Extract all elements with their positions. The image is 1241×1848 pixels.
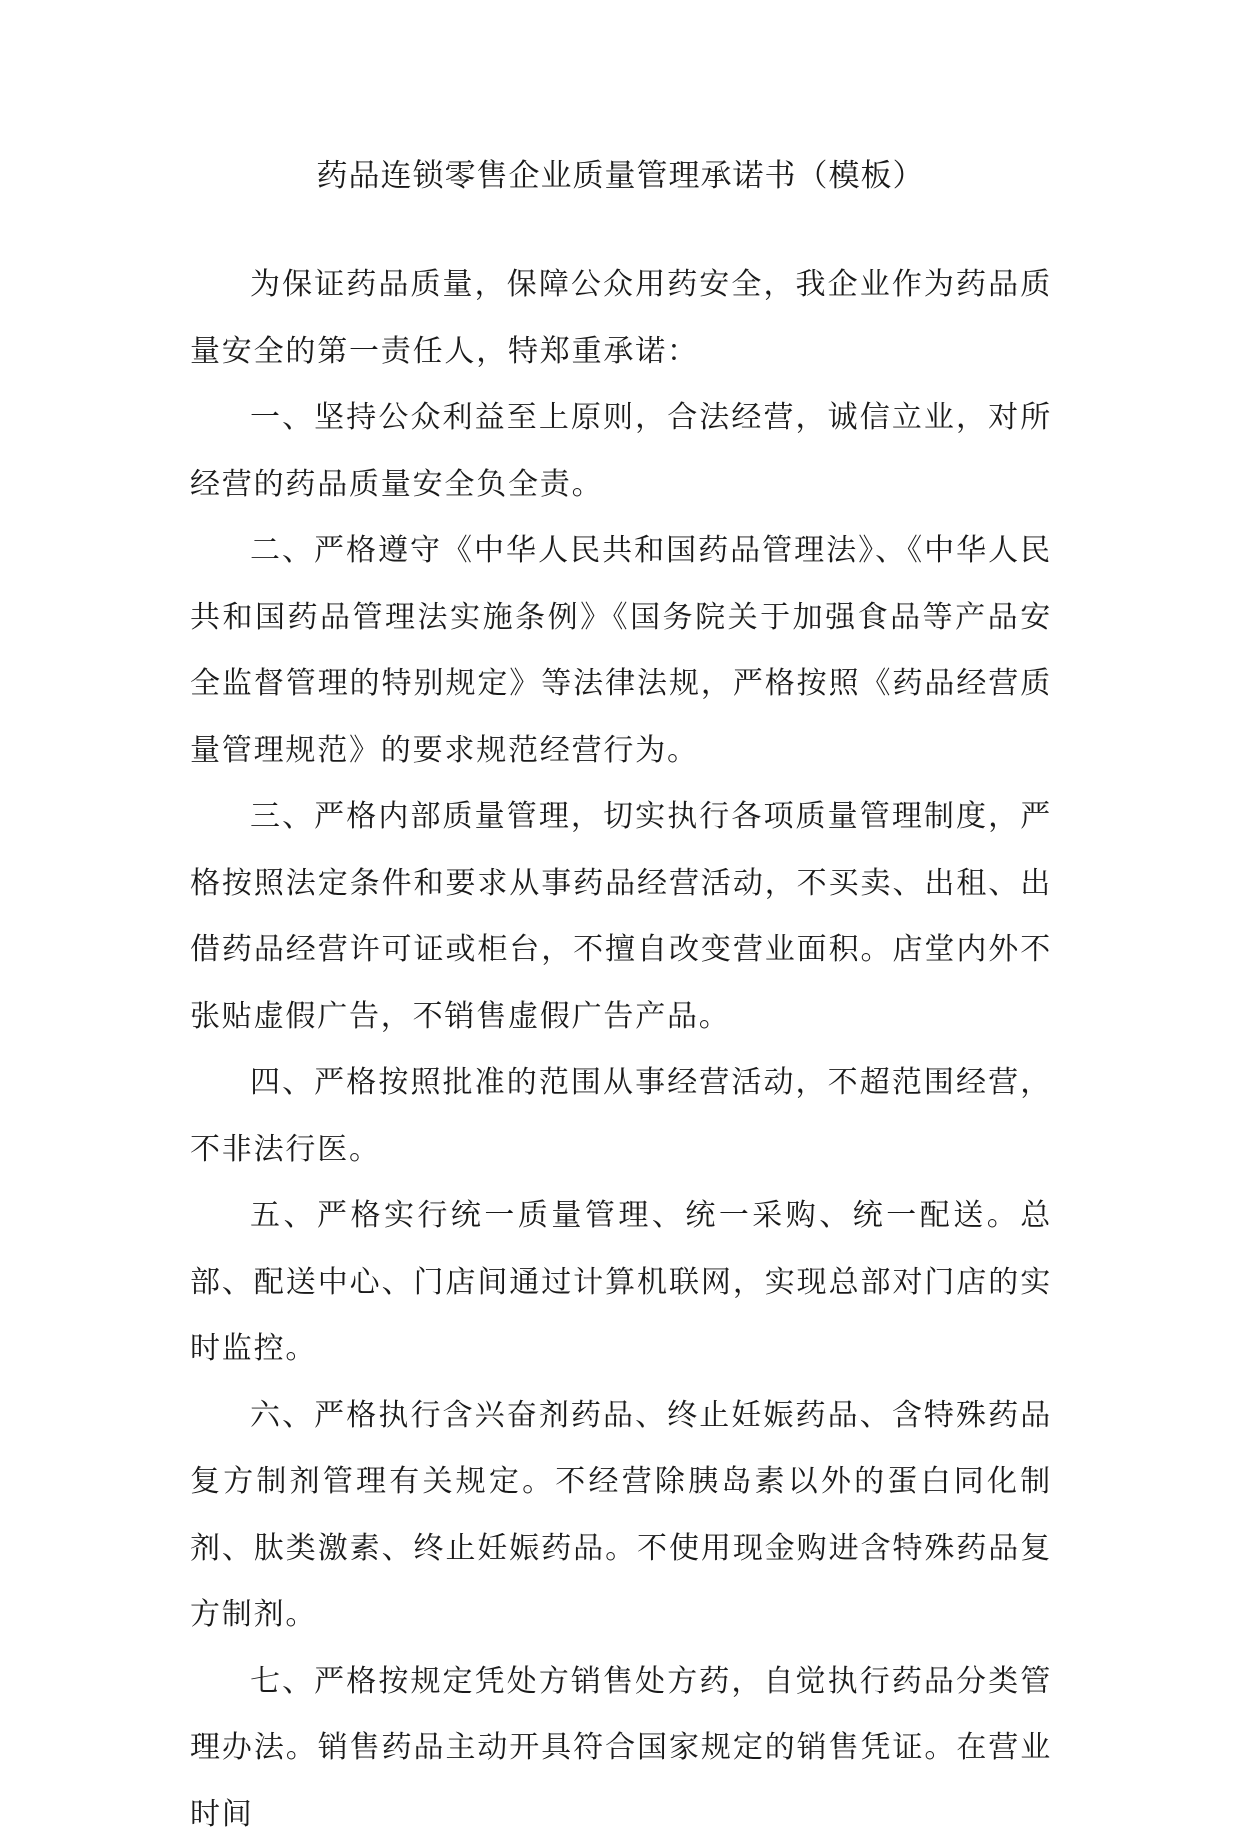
paragraph-clause-3: 三、严格内部质量管理，切实执行各项质量管理制度，严格按照法定条件和要求从事药品经营活动，不买卖、出租、出借药品经营许可证或柜台，不擅自改变营业面积。店堂内外不张贴虚假广告，不销售虚假广告产品。	[190, 784, 1052, 1050]
document-title: 药品连锁零售企业质量管理承诺书（模板）	[0, 150, 1241, 195]
paragraph-clause-7: 七、严格按规定凭处方销售处方药，自觉执行药品分类管理办法。销售药品主动开具符合国家规定的销售凭证。在营业时间	[190, 1649, 1052, 1848]
paragraph-clause-1: 一、坚持公众利益至上原则，合法经营，诚信立业，对所经营的药品质量安全负全责。	[190, 385, 1052, 518]
paragraph-clause-5: 五、严格实行统一质量管理、统一采购、统一配送。总部、配送中心、门店间通过计算机联网，实现总部对门店的实时监控。	[190, 1183, 1052, 1383]
paragraph-clause-6: 六、严格执行含兴奋剂药品、终止妊娠药品、含特殊药品复方制剂管理有关规定。不经营除胰岛素以外的蛋白同化制剂、肽类激素、终止妊娠药品。不使用现金购进含特殊药品复方制剂。	[190, 1383, 1052, 1649]
paragraph-clause-4: 四、严格按照批准的范围从事经营活动，不超范围经营，不非法行医。	[190, 1050, 1052, 1183]
document-body	[190, 252, 1052, 1848]
paragraph-clause-2: 二、严格遵守《中华人民共和国药品管理法》、《中华人民共和国药品管理法实施条例》《国务院关于加强食品等产品安全监督管理的特别规定》等法律法规，严格按照《药品经营质量管理规范》的要求规范经营行为。	[190, 518, 1052, 784]
paragraph-preamble: 为保证药品质量，保障公众用药安全，我企业作为药品质量安全的第一责任人，特郑重承诺：	[190, 252, 1052, 385]
